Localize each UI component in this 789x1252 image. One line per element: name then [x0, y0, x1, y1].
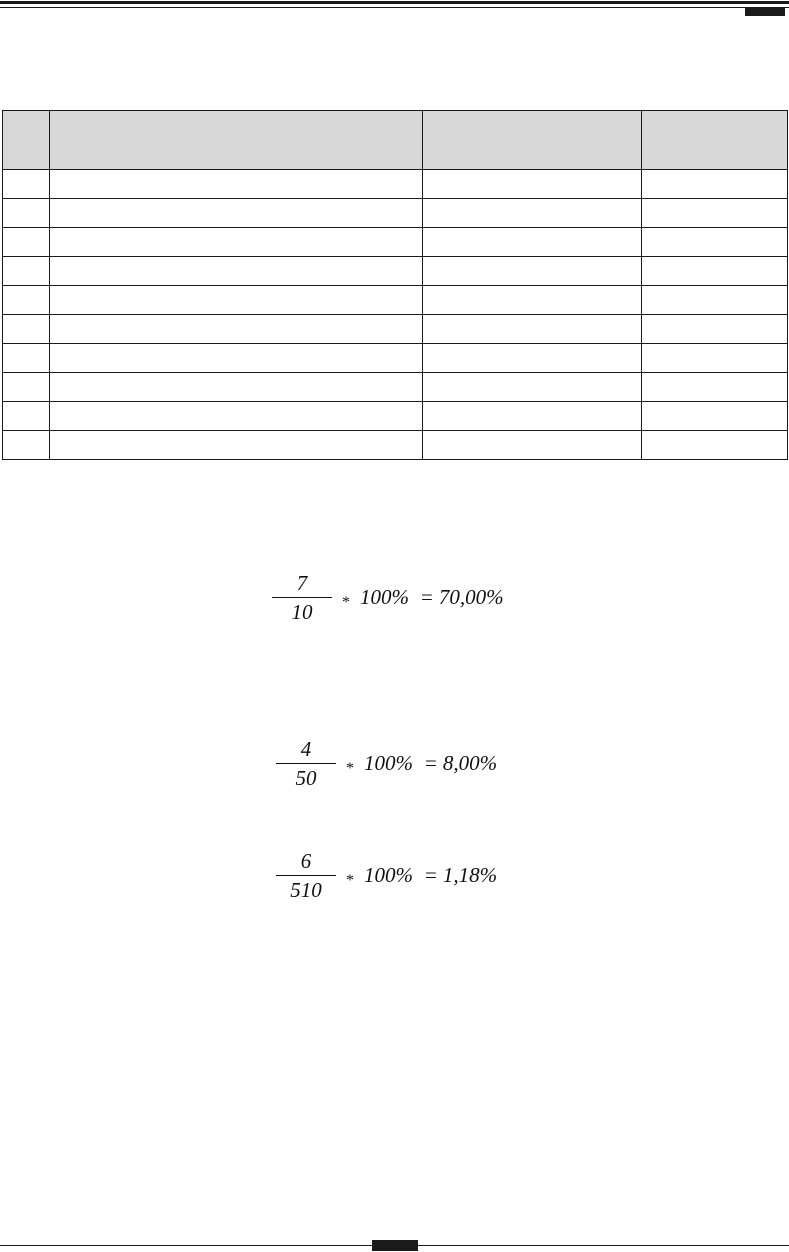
table-header-cell: [3, 111, 50, 170]
table-cell: [3, 257, 50, 286]
header-tab-marker: [745, 8, 785, 16]
table-cell: [642, 170, 788, 199]
table-cell: [423, 170, 642, 199]
formula-2: [276, 738, 497, 789]
table-cell: [3, 228, 50, 257]
table-header-row: [3, 111, 788, 170]
table-header-cell: [642, 111, 788, 170]
data-table: [2, 110, 788, 460]
table-cell: [642, 257, 788, 286]
formula-1: [272, 572, 504, 623]
fraction-numerator: 6: [300, 849, 312, 873]
table-cell: [3, 286, 50, 315]
table-cell: [642, 344, 788, 373]
equals-sign: =: [425, 863, 437, 887]
header-rule-thin: [0, 7, 789, 8]
table-cell: [423, 286, 642, 315]
table-row: [3, 373, 788, 402]
table-cell: [423, 344, 642, 373]
table-cell: [642, 373, 788, 402]
table-cell: [3, 373, 50, 402]
multiplier-term: 100%: [364, 751, 413, 775]
table-cell: [423, 199, 642, 228]
table-cell: [50, 228, 423, 257]
table-cell: [423, 257, 642, 286]
table-cell: [50, 170, 423, 199]
table-cell: [3, 315, 50, 344]
table-cell: [50, 402, 423, 431]
table-cell: [642, 402, 788, 431]
multiplier-term: 100%: [360, 585, 409, 609]
table-row: [3, 199, 788, 228]
equals-sign: =: [421, 585, 433, 609]
table-cell: [423, 431, 642, 460]
table-cell: [642, 286, 788, 315]
table-row: [3, 431, 788, 460]
fraction: [272, 572, 332, 623]
formula-3: [276, 850, 497, 901]
table-cell: [50, 286, 423, 315]
fraction: [276, 850, 336, 901]
table-cell: [3, 199, 50, 228]
table-header-cell: [50, 111, 423, 170]
multiply-operator: *: [342, 593, 350, 611]
table-cell: [3, 344, 50, 373]
fraction-denominator: 510: [290, 878, 322, 902]
table-cell: [50, 315, 423, 344]
table-cell: [423, 228, 642, 257]
table-row: [3, 344, 788, 373]
formula-result: 1,18%: [442, 863, 498, 887]
multiply-operator: *: [346, 759, 354, 777]
table-row: [3, 257, 788, 286]
table-cell: [642, 228, 788, 257]
footer-tab-marker: [372, 1240, 418, 1251]
table-cell: [50, 344, 423, 373]
table-cell: [423, 315, 642, 344]
multiply-operator: *: [346, 871, 354, 889]
fraction-denominator: 50: [295, 766, 317, 790]
table-cell: [3, 170, 50, 199]
formula-result: 70,00%: [438, 585, 504, 609]
table-row: [3, 286, 788, 315]
table-cell: [642, 431, 788, 460]
equals-sign: =: [425, 751, 437, 775]
table-cell: [642, 199, 788, 228]
formula-result: 8,00%: [442, 751, 498, 775]
table-cell: [3, 431, 50, 460]
fraction-numerator: 4: [300, 737, 312, 761]
table-row: [3, 228, 788, 257]
table-row: [3, 315, 788, 344]
table-cell: [50, 199, 423, 228]
table-row: [3, 170, 788, 199]
table-cell: [423, 373, 642, 402]
table-cell: [50, 431, 423, 460]
fraction-denominator: 10: [291, 600, 313, 624]
fraction-numerator: 7: [296, 571, 308, 595]
table-cell: [642, 315, 788, 344]
table-cell: [50, 257, 423, 286]
table-cell: [50, 373, 423, 402]
fraction: [276, 738, 336, 789]
table-cell: [3, 402, 50, 431]
header-rule-thick: [0, 1, 789, 4]
table-header-cell: [423, 111, 642, 170]
table-cell: [423, 402, 642, 431]
table-row: [3, 402, 788, 431]
multiplier-term: 100%: [364, 863, 413, 887]
